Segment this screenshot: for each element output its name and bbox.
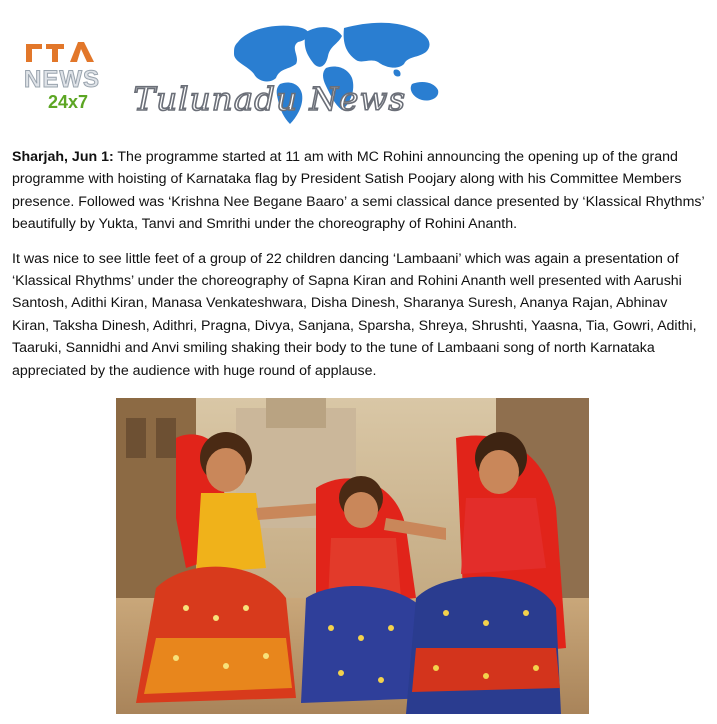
tta-logo-mark-icon xyxy=(22,38,102,64)
article-body xyxy=(12,146,708,394)
brand-name: Tulunadu News xyxy=(133,80,407,118)
dateline: Sharjah, Jun 1: xyxy=(12,149,114,165)
page-header xyxy=(0,0,717,140)
logo-24x7-text: 24x7 xyxy=(48,92,89,112)
dancing-children-illustration xyxy=(116,398,589,714)
article-paragraph-2: It was nice to see little feet of a group of 22 children dancing ‘Lambaani’ which was again a presentation of ‘Klassical Rhythms’ under the choreography of Sapna Kiran and Rohini Ananth well presented with Aarushi Santosh, Adithi Kiran, Manasa Venkateshwara, Disha Dinesh, Sharanya Suresh, Ananya Rajan, Abhinav Kiran, Taksha Dinesh, Adithri, Pragna, Divya, Sanjana, Sparsha, Shreya, Shrushti, Yaasna, Tia, Gowri, Adithi, Taaruki, Sannidhi and Anvi smiling shaking their body to the tune of Lambaani song of north Karnataka appreciated by the audience with huge round of applause. xyxy=(12,250,697,379)
tulunadu-news-banner[interactable] xyxy=(130,18,460,128)
logo-news-text: NEWS xyxy=(24,66,100,93)
paragraph-1-text: The programme started at 11 am with MC Rohini announcing the opening up of the grand programme with hoisting of Karnataka flag by President Satish Poojary along with his Committee Members presence. Followed was ‘Krishna Nee Begane Baaro’ a semi classical dance presented by ‘Klassical Rhythms’ beautifully by Yukta, Tanvi and Smrithi under the choreography of Rohini Ananth. xyxy=(12,149,705,233)
article-paragraph-1 xyxy=(12,146,708,236)
tta-news-logo[interactable] xyxy=(18,36,108,116)
dance-photo xyxy=(116,398,589,714)
